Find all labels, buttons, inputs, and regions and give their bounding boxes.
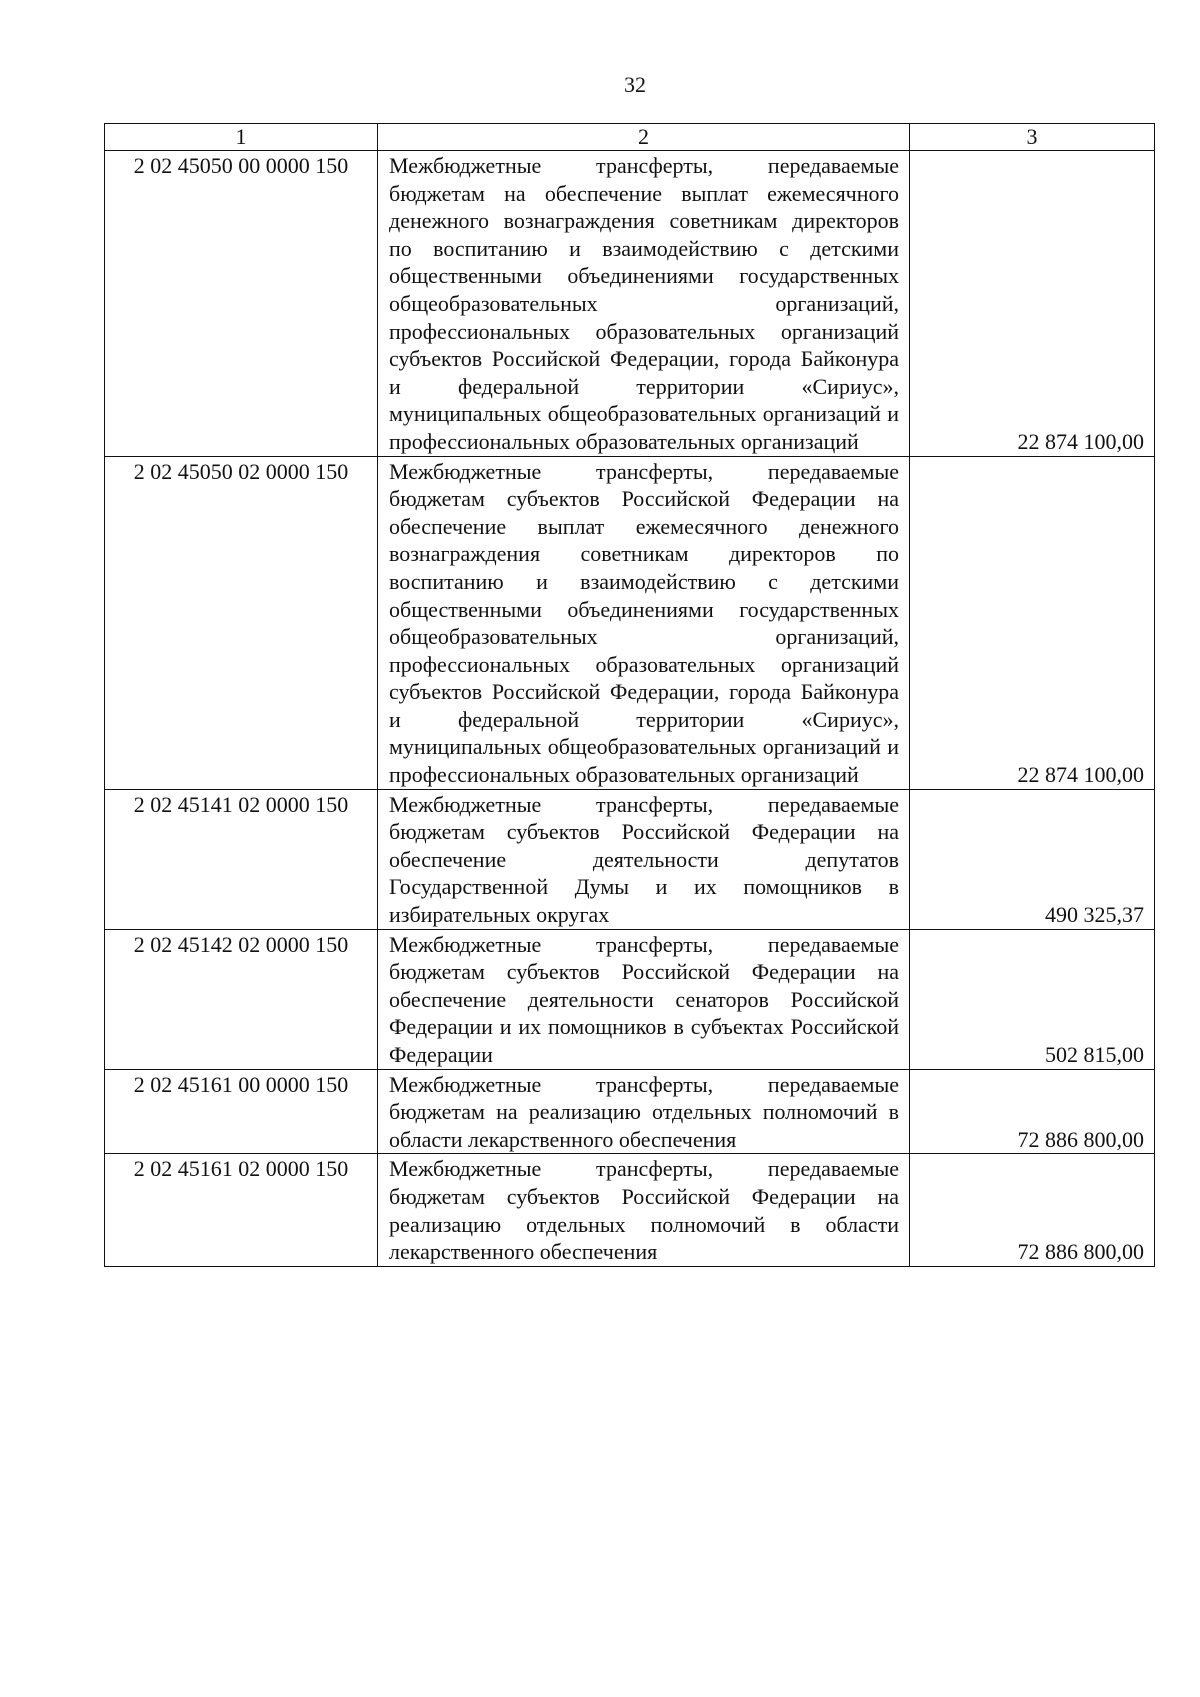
description: Межбюджетные трансферты, передаваемые бюджетам на обеспечение выплат ежемесячного денежного вознаграждения советникам директоров по воспитанию и взаимодействию с детскими общественными объединениями государственных общеобразовательных организаций, профессиональных образовательных организаций субъектов Российской Федерации, города Байконура и федеральной территории «Сириус», муниципальных общеобразовательных организаций и профессиональных образовательных организаций [378, 151, 910, 457]
budget-code: 2 02 45141 02 0000 150 [105, 789, 378, 929]
amount: 22 874 100,00 [910, 456, 1155, 789]
budget-code: 2 02 45161 02 0000 150 [105, 1154, 378, 1266]
table-header-row [105, 124, 1155, 151]
budget-code: 2 02 45142 02 0000 150 [105, 929, 378, 1069]
budget-code: 2 02 45161 00 0000 150 [105, 1069, 378, 1154]
column-header-code: 1 [105, 124, 378, 151]
amount: 72 886 800,00 [910, 1154, 1155, 1266]
table-row [105, 151, 1155, 457]
budget-table [104, 123, 1155, 1267]
amount: 490 325,37 [910, 789, 1155, 929]
description: Межбюджетные трансферты, передаваемые бюджетам субъектов Российской Федерации на обеспечение выплат ежемесячного денежного вознаграждения советникам директоров по воспитанию и взаимодействию с детскими общественными объединениями государственных общеобразовательных организаций, профессиональных образовательных организаций субъектов Российской Федерации, города Байконура и федеральной территории «Сириус», муниципальных общеобразовательных организаций и профессиональных образовательных организаций [378, 456, 910, 789]
table-row [105, 929, 1155, 1069]
description: Межбюджетные трансферты, передаваемые бюджетам на реализацию отдельных полномочий в области лекарственного обеспечения [378, 1069, 910, 1154]
column-header-description: 2 [378, 124, 910, 151]
description: Межбюджетные трансферты, передаваемые бюджетам субъектов Российской Федерации на реализацию отдельных полномочий в области лекарственного обеспечения [378, 1154, 910, 1266]
table-row [105, 789, 1155, 929]
description: Межбюджетные трансферты, передаваемые бюджетам субъектов Российской Федерации на обеспечение деятельности сенаторов Российской Федерации и их помощников в субъектах Российской Федерации [378, 929, 910, 1069]
table-row [105, 1154, 1155, 1266]
column-header-amount: 3 [910, 124, 1155, 151]
table-row [105, 1069, 1155, 1154]
page-number: 32 [624, 72, 646, 97]
table-row [105, 456, 1155, 789]
amount: 22 874 100,00 [910, 151, 1155, 457]
budget-code: 2 02 45050 00 0000 150 [105, 151, 378, 457]
amount: 502 815,00 [910, 929, 1155, 1069]
description: Межбюджетные трансферты, передаваемые бюджетам субъектов Российской Федерации на обеспечение деятельности депутатов Государственной Думы и их помощников в избирательных округах [378, 789, 910, 929]
budget-code: 2 02 45050 02 0000 150 [105, 456, 378, 789]
amount: 72 886 800,00 [910, 1069, 1155, 1154]
